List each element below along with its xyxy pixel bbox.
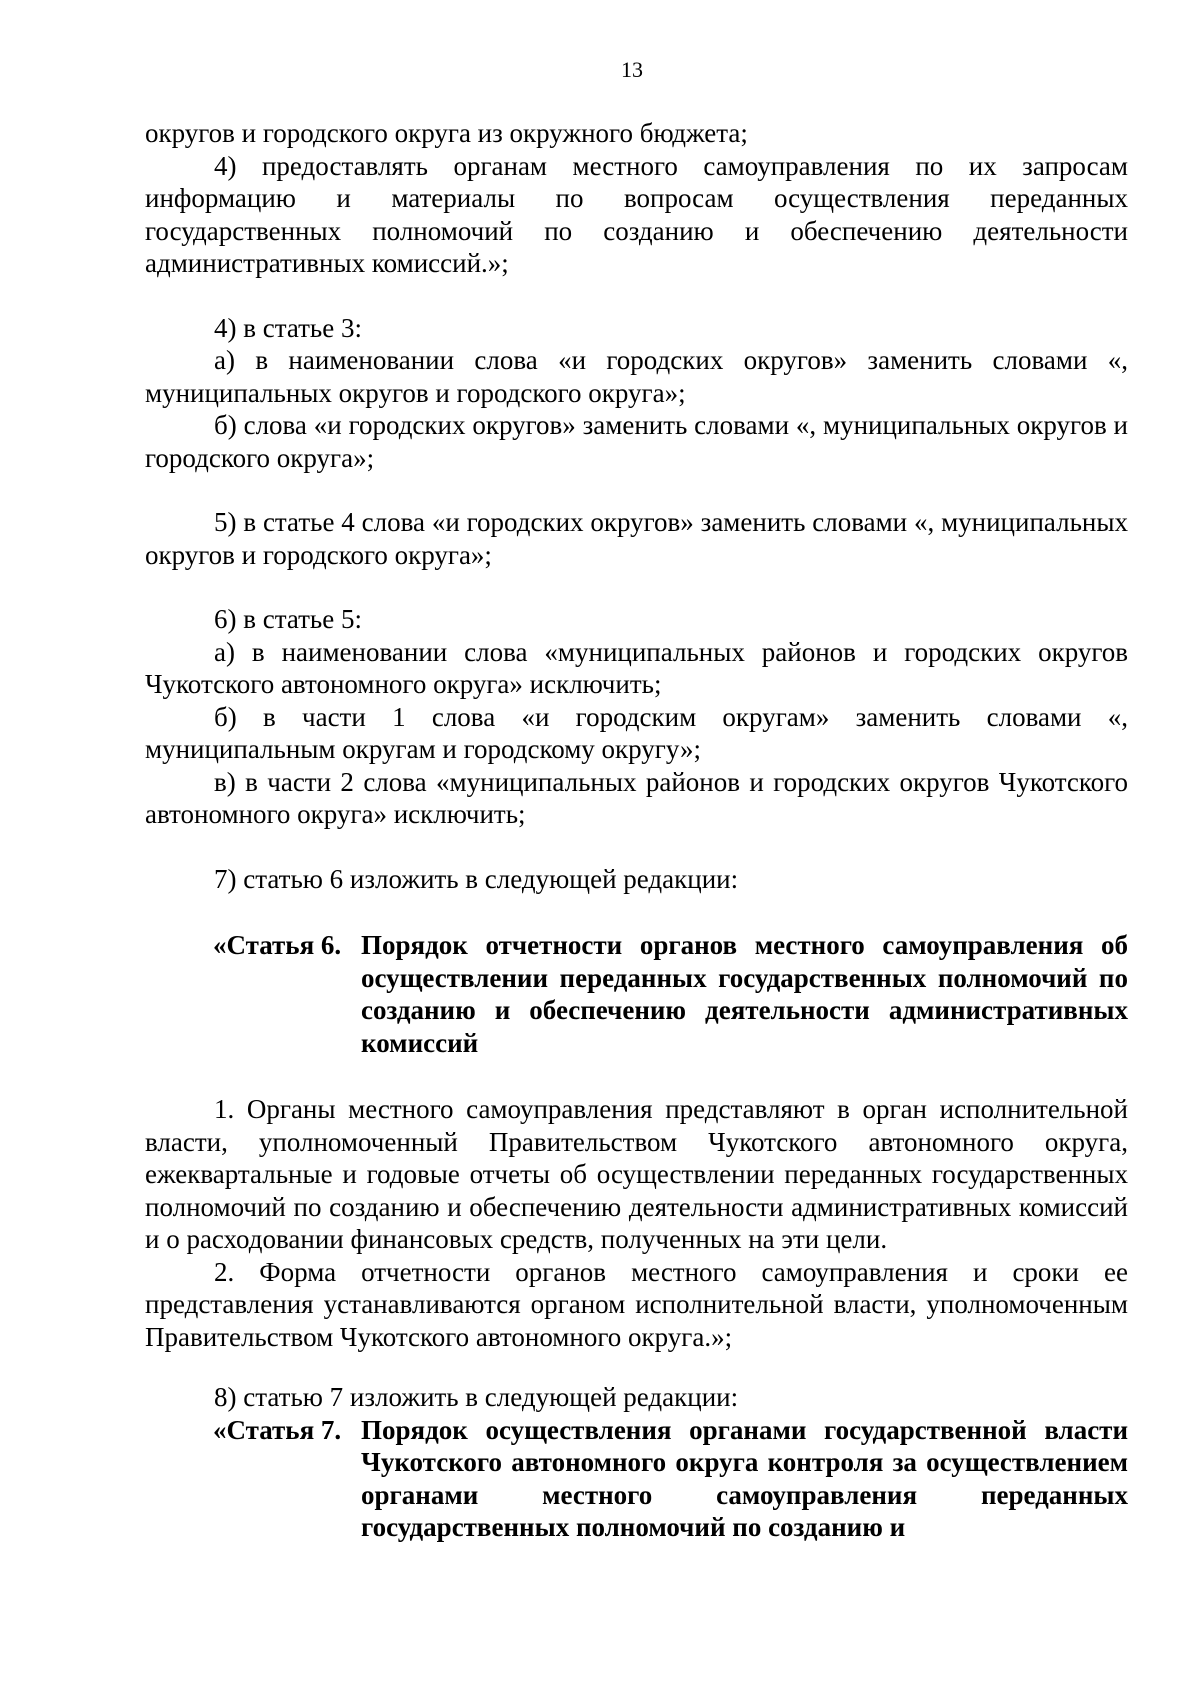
document-body xyxy=(145,117,1128,1544)
paragraph-continuation: округов и городского округа из окружного бюджета; xyxy=(145,118,748,148)
paragraph-item-7-article-6: 7) статью 6 изложить в следующей редакции: xyxy=(214,863,739,894)
paragraph-item-4-information: 4) предоставлять органам местного самоуправления по их запросам информацию и материалы по вопросам осуществления переданных государственных полномочий по созданию и обеспечению деятельности административных комиссий.»; xyxy=(145,150,1128,278)
article-7-number: «Статья 7. xyxy=(213,1414,342,1445)
paragraph-item-6-article-5: 6) в статье 5: xyxy=(214,604,362,634)
article-6-number: «Статья 6. xyxy=(213,930,342,960)
article-7-title: Порядок осуществления органами государственной власти Чукотского автономного округа контроля за осуществлением органами местного самоуправления переданных государственных полномочий по созданию и xyxy=(361,1414,1128,1542)
paragraph-item-8-article-7: 8) статью 7 изложить в следующей редакции: xyxy=(214,1382,739,1412)
paragraph-item-4-article-3: 4) в статье 3: xyxy=(214,312,362,343)
paragraph-subitem-b-article-5: б) в части 1 слова «и городским округам» заменить словами «, муниципальным округам и городскому округу»; xyxy=(145,701,1128,764)
article-6-part-1: 1. Органы местного самоуправления представляют в орган исполнительной власти, уполномоченный Правительством Чукотского автономного округа, ежеквартальные и годовые отчеты об осуществлении переданных государственных полномочий по созданию и обеспечению деятельности административных комиссий и о расходовании финансовых средств, полученных на эти цели. xyxy=(145,1094,1128,1254)
article-6-title: Порядок отчетности органов местного самоуправления об осуществлении переданных государственных полномочий по созданию и обеспечению деятельности административных комиссий xyxy=(361,930,1128,1058)
page-number: 13 xyxy=(621,57,643,82)
paragraph-subitem-a: а) в наименовании слова «и городских округов» заменить словами «, муниципальных округов и городского округа»; xyxy=(145,345,1128,408)
paragraph-subitem-b: б) слова «и городских округов» заменить словами «, муниципальных округов и городского округа»; xyxy=(145,410,1128,473)
article-7-heading xyxy=(145,1414,1128,1544)
article-6-part-2: 2. Форма отчетности органов местного самоуправления и сроки ее представления устанавливаются органом исполнительной власти, уполномоченным Правительством Чукотского автономного округа.»; xyxy=(145,1256,1128,1352)
paragraph-subitem-v-article-5: в) в части 2 слова «муниципальных районов и городских округов Чукотского автономного округа» исключить; xyxy=(145,766,1128,829)
article-6-heading xyxy=(145,929,1128,1059)
paragraph-item-5-article-4: 5) в статье 4 слова «и городских округов» заменить словами «, муниципальных округов и городского округа»; xyxy=(145,507,1128,570)
paragraph-subitem-a-article-5: а) в наименовании слова «муниципальных районов и городских округов Чукотского автономного округа» исключить; xyxy=(145,636,1128,699)
